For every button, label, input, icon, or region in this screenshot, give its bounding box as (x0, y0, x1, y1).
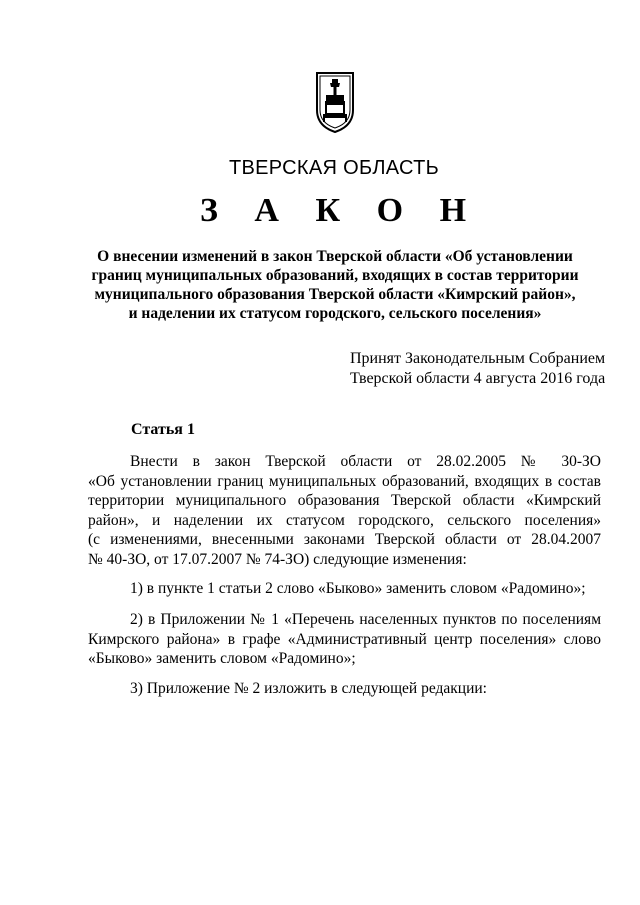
coat-of-arms-icon (314, 70, 356, 134)
paragraph-line: 1) в пункте 1 статьи 2 слово «Быково» заменить словом «Радомино»; (130, 580, 586, 597)
amendment-item-3 (88, 679, 601, 699)
subject-line: муниципального образования Тверской области «Кимрский район», (94, 286, 576, 303)
article-title: Статья 1 (131, 421, 195, 438)
paragraph-line: (с изменениями, внесенными законами Тверской области от 28.04.2007 (88, 531, 601, 549)
paragraph-line: «Об установлении границ муниципальных образований, входящих в состав (88, 472, 601, 490)
adoption-note (350, 349, 606, 389)
adoption-line: Тверской области 4 августа 2016 года (350, 370, 606, 387)
law-subject (80, 247, 590, 323)
paragraph-line: территории муниципального образования Тверской области «Кимрский (88, 492, 601, 510)
amendment-item-2 (88, 610, 601, 669)
paragraph-line: «Быково» заменить словом «Радомино»; (88, 650, 356, 668)
paragraph-line: Внести в закон Тверской области от 28.02.2005 № 30-ЗО (130, 453, 601, 470)
adoption-line: Принят Законодательным Собранием (350, 350, 606, 367)
amendment-item-1 (88, 579, 601, 599)
document-type: З А К О Н (199, 192, 481, 229)
subject-line: границ муниципальных образований, входящих в состав территории (91, 267, 579, 284)
subject-line: О внесении изменений в закон Тверской области «Об установлении (97, 248, 573, 265)
article-intro-paragraph (88, 452, 601, 570)
paragraph-line: 3) Приложение № 2 изложить в следующей редакции: (130, 680, 487, 697)
paragraph-line: район», и наделении их статусом городского, сельского поселения» (88, 511, 601, 529)
subject-line: и наделении их статусом городского, сельского поселения» (128, 305, 542, 322)
paragraph-line: 2) в Приложении № 1 «Перечень населенных пунктов по поселениям (130, 611, 601, 628)
paragraph-line: № 40-ЗО, от 17.07.2007 № 74-ЗО) следующие изменения: (88, 550, 467, 568)
paragraph-line: Кимрского района» в графе «Административный центр поселения» слово (88, 630, 601, 648)
region-title: ТВЕРСКАЯ ОБЛАСТЬ (228, 157, 440, 179)
